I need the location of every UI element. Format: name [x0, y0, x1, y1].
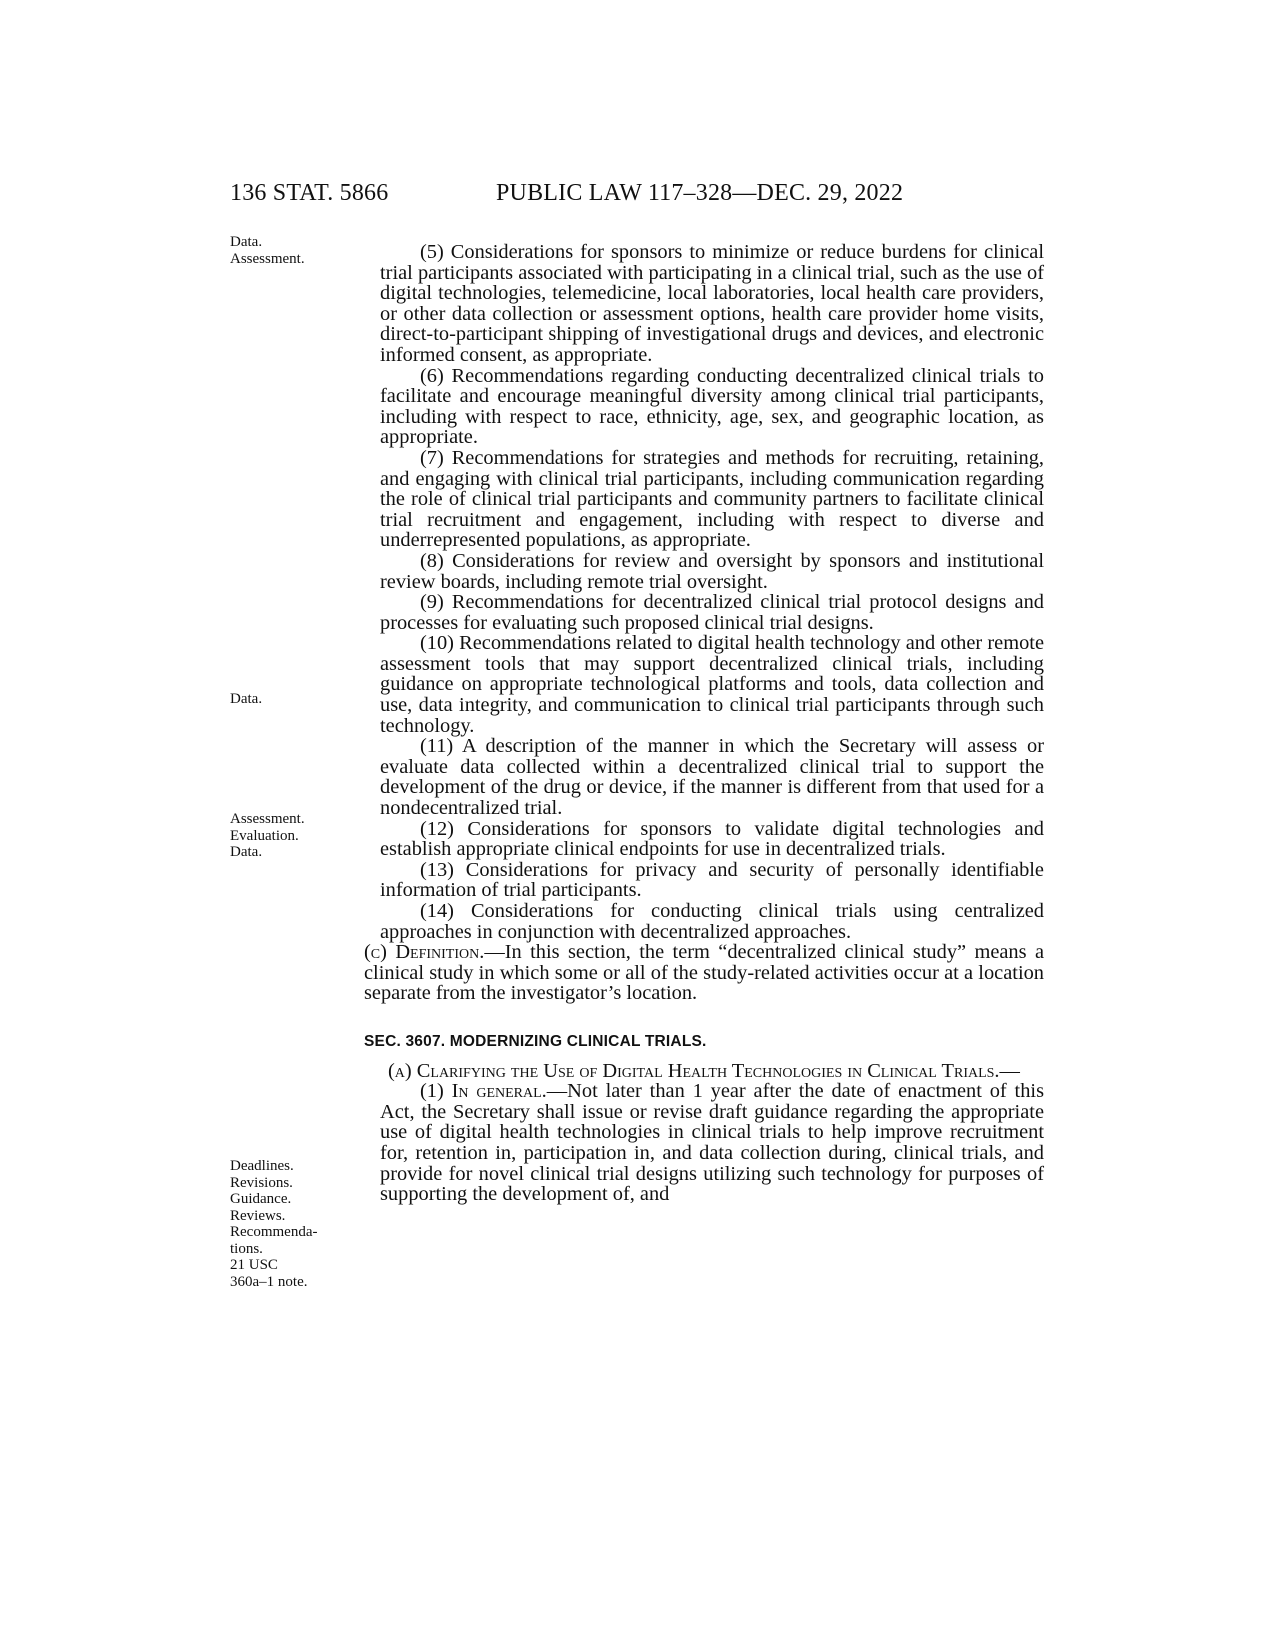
paragraph-a1-text: Not later than 1 year after the date of enactment of this Act, the Secretary shall issue or revise draft guidance regarding the appropriate use of digital health technologies in clinical trials to help improve recruitment for, retention in, participation in, and data collection during, clinical trials, and provide for novel clinical trial designs utilizing such technology for purposes of supporting the development of, and: [380, 1080, 1045, 1206]
definition-paragraph: [364, 942, 1044, 1004]
margin-note-group: [230, 691, 350, 708]
paragraph-13: (13) Considerations for privacy and security of personally identifiable information of trial participants.: [380, 858, 1044, 902]
margin-note: 360a–1 note.: [230, 1273, 308, 1290]
definition-heading: (c) Definition.—: [364, 941, 505, 964]
subsection-a-heading: (a) Clarifying the Use of Digital Health Technologies in Clinical Trials.—: [388, 1059, 1020, 1082]
paragraph-14: (14) Considerations for conducting clinical trials using centralized approaches in conjunction with decentralized approaches.: [380, 900, 1044, 943]
running-header: PUBLIC LAW 117–328—DEC. 29, 2022: [496, 180, 904, 206]
margin-note: 21 USC: [230, 1257, 278, 1273]
paragraph-9: (9) Recommendations for decentralized clinical trial protocol designs and processes for evaluating such proposed clinical trial designs.: [380, 591, 1044, 634]
paragraph-6: (6) Recommendations regarding conducting decentralized clinical trials to facilitate and encourage meaningful diversity among clinical trial participants, including with respect to race, ethnicity, age, sex, and geographic location, as appropriate.: [380, 364, 1044, 449]
margin-note: Revisions.: [230, 1174, 293, 1191]
margin-note: Evaluation.: [230, 827, 299, 844]
margin-note-group: [230, 1158, 350, 1290]
paragraph-a1-heading: (1) In general.—: [420, 1080, 568, 1103]
margin-note: Recommenda-: [230, 1224, 318, 1240]
paragraph-5: (5) Considerations for sponsors to minimize or reduce burdens for clinical trial participants associated with participating in a clinical trial, such as the use of digital technologies, telemedicine, local laboratories, local health care providers, or other data collection or assessment options, health care provider home visits, direct-to-participant shipping of investigational drugs and devices, and electronic informed consent, as appropriate.: [380, 241, 1044, 366]
paragraph-10: (10) Recommendations related to digital health technology and other remote assessment tools that may support decentralized clinical trials, including guidance on appropriate technological platforms and tools, data collection and use, data integrity, and communication to clinical trial participants through such technology.: [380, 632, 1044, 737]
margin-note: tions.: [230, 1240, 263, 1257]
definition-text: In this section, the term “decentralized clinical study” means a clinical study in which some or all of the study-related activities occur at a location separate from the investigator’s location.: [364, 941, 1045, 1005]
paragraph-8: (8) Considerations for review and oversight by sponsors and institutional review boards, including remote trial oversight.: [380, 549, 1044, 593]
margin-note: Data.: [230, 691, 263, 707]
section-heading: SEC. 3607. MODERNIZING CLINICAL TRIALS.: [364, 1032, 707, 1050]
margin-note: Guidance.: [230, 1191, 292, 1207]
margin-note-group: [230, 811, 350, 861]
document-body: [364, 241, 1045, 1206]
paragraph-11: (11) A description of the manner in which the Secretary will assess or evaluate data collected within a decentralized clinical trial to support the development of the drug or device, if the manner is different from that used for a nondecentralized trial.: [380, 735, 1044, 820]
margin-note: Data.: [230, 234, 263, 250]
margin-note: Data.: [230, 844, 263, 860]
paragraph-12: (12) Considerations for sponsors to validate digital technologies and establish appropriate clinical endpoints for use in decentralized trials.: [380, 817, 1044, 861]
margin-note: Deadlines.: [230, 1158, 294, 1174]
paragraph-7: (7) Recommendations for strategies and methods for recruiting, retaining, and engaging with clinical trial participants, including communication regarding the role of clinical trial participants and community partners to facilitate clinical trial recruitment and engagement, including with respect to diverse and underrepresented populations, as appropriate.: [380, 446, 1044, 552]
margin-note-group: [230, 234, 350, 267]
margin-note: Assessment.: [230, 250, 305, 267]
page-stat-number: 136 STAT. 5866: [230, 180, 389, 206]
paragraph-a1: [380, 1081, 1044, 1205]
margin-note: Reviews.: [230, 1207, 286, 1224]
margin-note: Assessment.: [230, 811, 305, 827]
